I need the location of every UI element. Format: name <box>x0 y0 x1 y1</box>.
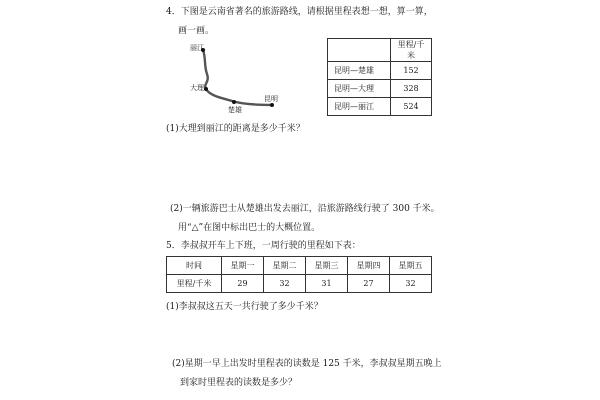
city-lijiang: 丽江 <box>190 44 204 52</box>
value-cell: 29 <box>222 275 264 293</box>
value-cell: 27 <box>348 275 390 293</box>
city-kunming: 昆明 <box>264 95 278 103</box>
q4-line2: 画一画。 <box>178 26 215 36</box>
q5-sub1: (1)李叔叔这五天一共行驶了多少千米？ <box>166 302 323 312</box>
table-header-cell: 时间 <box>167 257 222 275</box>
row-label-cell: 里程/千米 <box>167 275 222 293</box>
day-cell: 星期三 <box>306 257 348 275</box>
day-cell: 星期二 <box>264 257 306 275</box>
q4-sub2-line1: (2)一辆旅游巴士从楚雄出发去丽江，沿旅游路线行驶了 300 千米。 <box>170 204 440 214</box>
table-row <box>328 98 432 116</box>
q5-sub2-line2: 到家时里程表的读数是多少？ <box>180 378 298 388</box>
route-cell: 昆明—大理 <box>328 80 391 98</box>
km-cell: 328 <box>391 80 432 98</box>
city-chuxiong: 楚雄 <box>228 106 242 114</box>
distance-table <box>327 38 432 116</box>
table-row <box>167 257 432 275</box>
chuxiong-dot <box>232 100 236 104</box>
day-cell: 星期五 <box>390 257 432 275</box>
table-corner-cell <box>328 39 391 62</box>
q5-sub2-line1: (2)星期一早上出发时里程表的读数是 125 千米，李叔叔星期五晚上 <box>172 359 442 369</box>
table-header-cell: 里程/千米 <box>391 39 432 62</box>
q4-sub1: (1)大理到丽江的距离是多少千米？ <box>166 124 305 134</box>
km-cell: 524 <box>391 98 432 116</box>
km-cell: 152 <box>391 62 432 80</box>
route-path <box>203 50 272 105</box>
route-cell: 昆明—丽江 <box>328 98 391 116</box>
mileage-table <box>166 256 432 293</box>
table-row <box>328 39 432 62</box>
dali-dot <box>204 87 208 91</box>
table-row <box>328 62 432 80</box>
city-dali: 大理 <box>190 84 204 92</box>
value-cell: 32 <box>390 275 432 293</box>
q4-line1: 4．下图是云南省著名的旅游路线，请根据里程表想一想，算一算， <box>166 7 433 17</box>
table-row <box>328 80 432 98</box>
value-cell: 32 <box>264 275 306 293</box>
day-cell: 星期一 <box>222 257 264 275</box>
q5-intro: 5．李叔叔开车上下班，一周行驶的里程如下表： <box>166 241 361 251</box>
value-cell: 31 <box>306 275 348 293</box>
route-cell: 昆明—楚雄 <box>328 62 391 80</box>
q4-sub2-line2: 用“△”在图中标出巴士的大概位置。 <box>178 223 321 233</box>
kunming-dot <box>270 103 274 107</box>
day-cell: 星期四 <box>348 257 390 275</box>
table-row <box>167 275 432 293</box>
